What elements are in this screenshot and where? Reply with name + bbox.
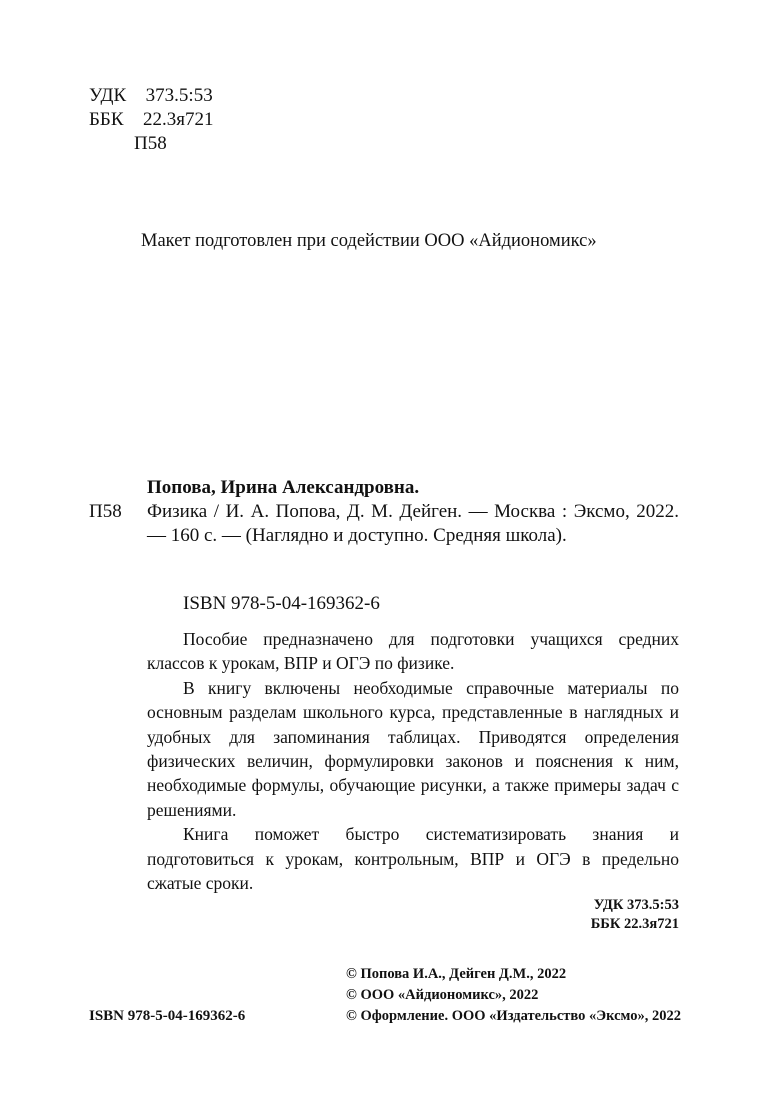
author-mark-top: П58 — [134, 133, 167, 154]
bbk-code-top — [89, 108, 214, 132]
copyright-line: © Попова И.А., Дейген Д.М., 2022 — [346, 966, 567, 982]
udk-code-top — [89, 84, 213, 108]
layout-credit-line: Макет подготовлен при содействии ООО «Айдиономикс» — [141, 231, 597, 251]
author-mark: П58 — [89, 501, 122, 522]
udk-code-bottom: УДК 373.5:53 — [593, 897, 679, 913]
bbk-code-bottom: ББК 22.3я721 — [590, 916, 679, 932]
annotation-paragraph: Пособие предназначено для подготовки учащихся средних классов к урокам, ВПР и ОГЭ по физике. — [147, 629, 679, 674]
description-text: Физика / И. А. Попова, Д. М. Дейген. — Москва : Эксмо, 2022. — 160 с. — (Наглядно и доступно. Средняя школа). — [147, 501, 679, 546]
udk-value: 373.5:53 — [145, 85, 213, 106]
annotation — [147, 627, 679, 895]
copyright-line: © Оформление. ООО «Издательство «Эксмо», 2022 — [346, 1008, 681, 1024]
author-heading: Попова, Ирина Александровна. — [147, 477, 420, 498]
udk-label: УДК — [89, 85, 127, 106]
bbk-label: ББК — [89, 109, 124, 130]
copyright-line: © ООО «Айдиономикс», 2022 — [346, 987, 539, 1003]
footer-isbn: ISBN 978-5-04-169362-6 — [89, 1008, 246, 1024]
isbn-line: ISBN 978-5-04-169362-6 — [183, 593, 380, 614]
copyright-block — [346, 964, 681, 1027]
classification-codes-bottom — [591, 896, 679, 934]
annotation-paragraph: Книга поможет быстро систематизировать знания и подготовиться к урокам, контрольным, ВПР и ОГЭ в предельно сжатые сроки. — [147, 824, 679, 894]
bbk-value: 22.3я721 — [143, 109, 214, 130]
bibliographic-description — [147, 500, 679, 548]
annotation-paragraph: В книгу включены необходимые справочные материалы по основным разделам школьного курса, представленные в наглядных и удобных для запоминания таблицах. Приводятся определения физических величин, формулировки законов и пояснения к ним, необходимые формулы, обучающие рисунки, а также примеры задач с решениями. — [147, 677, 679, 820]
